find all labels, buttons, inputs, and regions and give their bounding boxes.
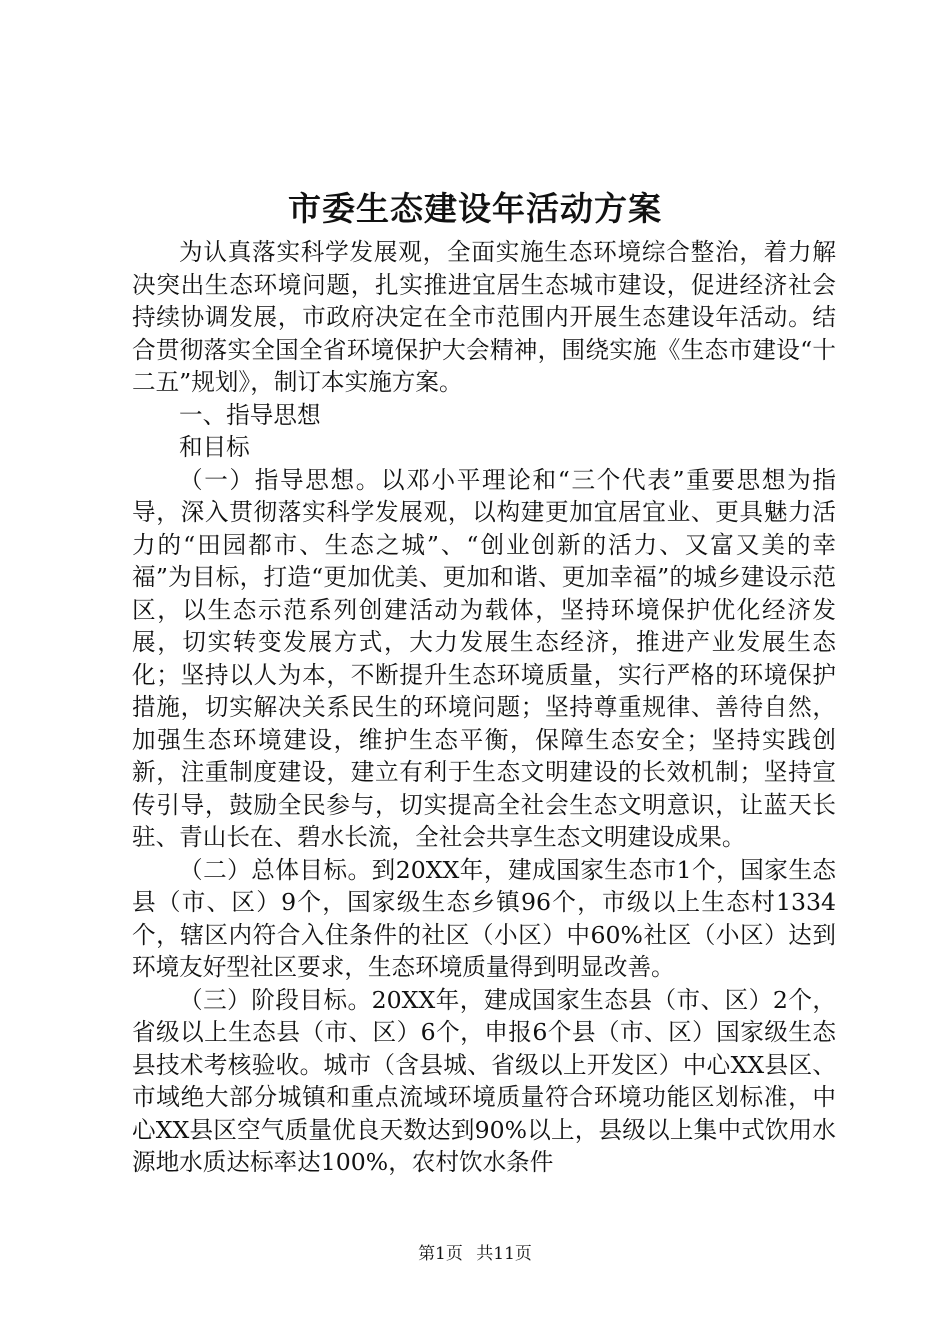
section-heading: 一、指导思想 — [179, 400, 321, 429]
stage-goal-paragraph: （三）阶段目标。20XX年，建成国家生态县（市、区）2个，省级以上生态县（市、区）6个，申报6个县（市、区）国家级生态县技术考核验收。城市（含县城、省级以上开发区）中心XX县区、市域绝大部分城镇和重点流域环境质量符合环境功能区划标准，中心XX县区空气质量优良天数达到90%以上，县级以上集中式饮用水源地水质达标率达100%，农村饮水条件 — [132, 985, 836, 1176]
document-body — [132, 236, 836, 1179]
document-title: 市委生态建设年活动方案 — [288, 189, 662, 228]
guiding-thought-paragraph: （一）指导思想。以邓小平理论和“三个代表”重要思想为指导，深入贯彻落实科学发展观，以构建更加宜居宜业、更具魅力活力的“田园都市、生态之城”、“创业创新的活力、又富又美的幸福”为目标，打造“更加优美、更加和谐、更加幸福”的城乡建设示范区，以生态示范系列创建活动为载体，坚持环境保护优化经济发展，切实转变发展方式，大力发展生态经济，推进产业发展生态化；坚持以人为本，不断提升生态环境质量，实行严格的环境保护措施，切实解决关系民生的环境问题；坚持尊重规律、善待自然，加强生态环境建设，维护生态平衡，保障生态安全；坚持实践创新，注重制度建设，建立有利于生态文明建设的长效机制；坚持宣传引导，鼓励全民参与，切实提高全社会生态文明意识，让蓝天长驻、青山长在、碧水长流，全社会共享生态文明建设成果。 — [132, 465, 836, 851]
section-heading-continued: 和目标 — [179, 433, 250, 461]
page-footer — [0, 1242, 950, 1266]
overall-goal-paragraph: （二）总体目标。到20XX年，建成国家生态市1个，国家生态县（市、区）9个，国家级生态乡镇96个，市级以上生态村1334个，辖区内符合入住条件的社区（小区）中60%社区（小区）达到环境友好型社区要求，生态环境质量得到明显改善。 — [132, 855, 836, 981]
page-total: 共11页 — [476, 1244, 532, 1264]
page-number: 第1页 — [418, 1244, 463, 1264]
intro-paragraph: 为认真落实科学发展观，全面实施生态环境综合整治，着力解决突出生态环境问题，扎实推进宜居生态城市建设，促进经济社会持续协调发展，市政府决定在全市范围内开展生态建设年活动。结合贯彻落实全国全省环境保护大会精神，围绕实施《生态市建设“十二五”规划》，制订本实施方案。 — [132, 238, 836, 396]
